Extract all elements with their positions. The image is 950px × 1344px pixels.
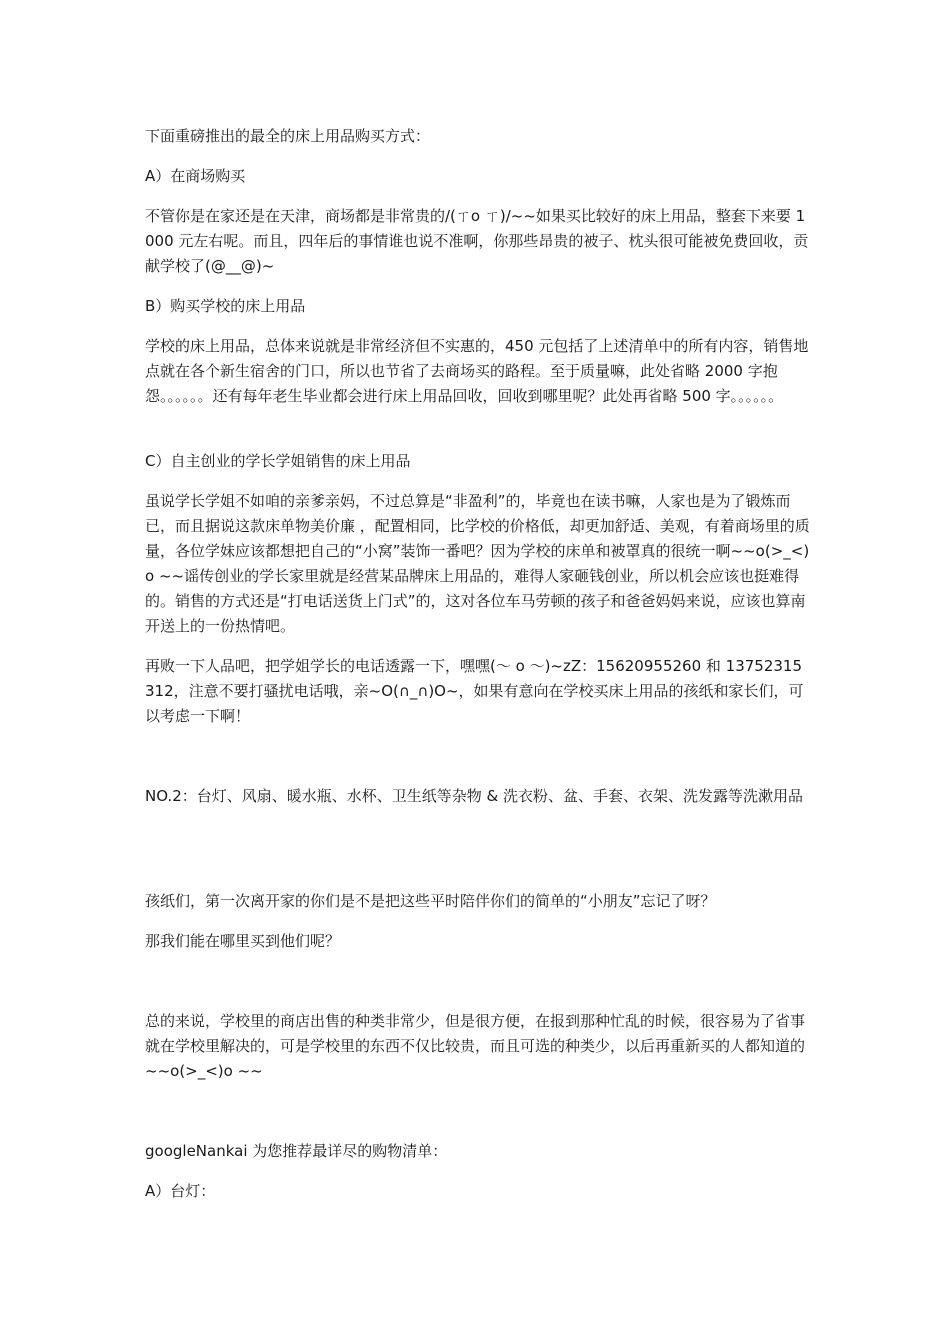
lamp-heading: A）台灯： (145, 1182, 216, 1200)
where-to-buy-paragraph: 那我们能在哪里买到他们呢？ (145, 932, 341, 950)
section-a-body: 不管你是在家还是在天津，商场都是非常贵的/(ㄒo ㄒ)/~~如果买比较好的床上用品，整套下来要 1000 元左右呢。而且，四年后的事情谁也说不准啊，你那些昂贵的被子、枕头很可能被免费回收，贡献学校了(@__@)~ (145, 207, 809, 275)
section-c-body: 虽说学长学姐不如咱的亲爹亲妈，不过总算是“非盈利”的，毕竟也在读书嘛，人家也是为了锻炼而已，而且据说这款床单物美价廉 ，配置相同，比学校的价格低，却更加舒适、美观，有着商场里的质量，各位学妹应该都想把自己的“小窝”装饰一番吧？因为学校的床单和被罩真的很统一啊~~o(>_<)o ~~谣传创业的学长家里就是经营某品牌床上用品的，难得人家砸钱创业，所以机会应该也挺难得的。销售的方式还是“打电话送货上门式”的，这对各位车马劳顿的孩子和爸爸妈妈来说，应该也算南开送上的一份热情吧。 (145, 492, 810, 635)
contact-paragraph: 再败一下人品吧，把学姐学长的电话透露一下，嘿嘿(～ o ～)~zZ：15620955260 和 13752315312，注意不要打骚扰电话哦，亲~O(∩_∩)O~，如果有意向在学校买床上用品的孩纸和家长们，可以考虑一下啊！ (145, 657, 804, 725)
section-c-heading: C）自主创业的学长学姐销售的床上用品 (145, 452, 411, 470)
section-b-body: 学校的床上用品，总体来说就是非常经济但不实惠的，450 元包括了上述清单中的所有内容，销售地点就在各个新生宿舍的门口，所以也节省了去商场买的路程。至于质量嘛，此处省略 2000 字抱怨。。。。。。还有每年老生毕业都会进行床上用品回收，回收到哪里呢？此处再省略 500 字。。。。。。 (145, 337, 809, 405)
intro-heading: 下面重磅推出的最全的床上用品购买方式： (145, 127, 431, 145)
recommend-heading: googleNankai 为您推荐最详尽的购物清单： (145, 1142, 448, 1160)
no2-heading: NO.2：台灯、风扇、暖水瓶、水杯、卫生纸等杂物 & 洗衣粉、盆、手套、衣架、洗发露等洗漱用品 (145, 787, 803, 805)
summary-paragraph: 总的来说，学校里的商店出售的种类非常少，但是很方便，在报到那种忙乱的时候，很容易为了省事就在学校里解决的，可是学校里的东西不仅比较贵，而且可选的种类少，以后再重新买的人都知道的~~o(>_<)o ~~ (145, 1012, 806, 1080)
question-paragraph: 孩纸们，第一次离开家的你们是不是把这些平时陪伴你们的简单的“小朋友”忘记了呀？ (145, 892, 716, 910)
section-b-heading: B）购买学校的床上用品 (145, 297, 306, 315)
section-a-heading: A）在商场购买 (145, 167, 246, 185)
